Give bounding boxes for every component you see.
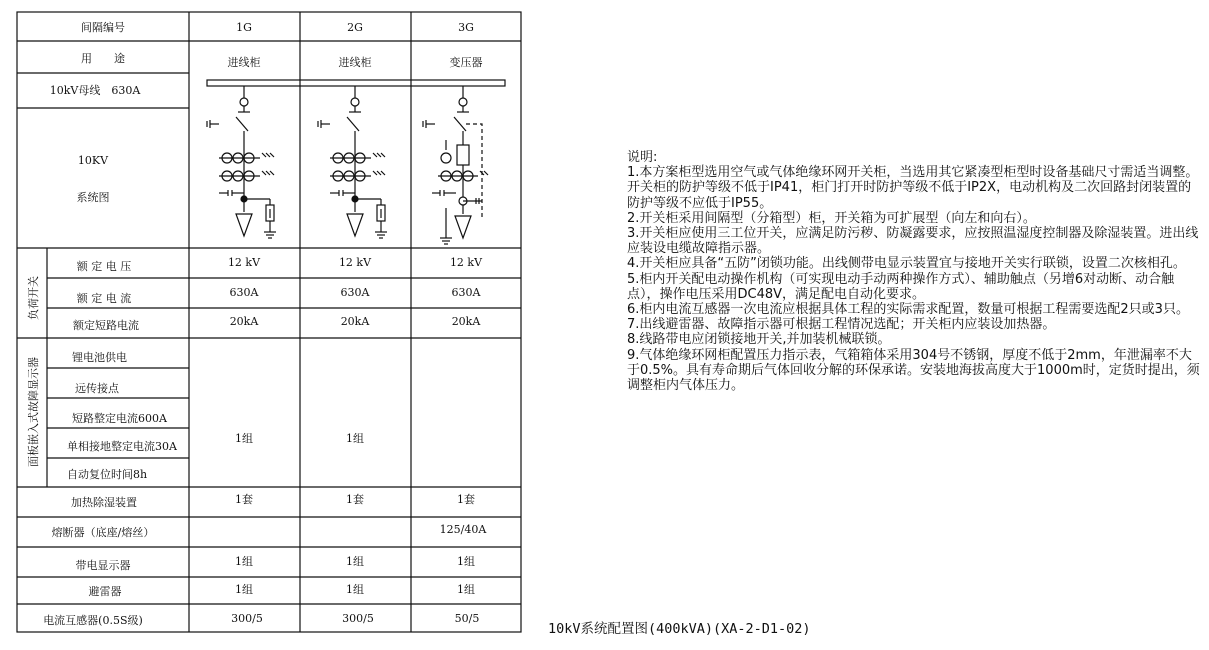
- heater-label: 加热除湿装置: [71, 496, 137, 509]
- single-line-diagram: [207, 80, 505, 244]
- note-item-1: 1.本方案柜型选用空气或气体绝缘环网开关柜，当选用其它紧凑型柜型时设备基础尺寸需适当调整。开关柜的防护等级不低于IP41，柜门打开时防护等级不低于IP2X，电动机构及二次回路封闭装置的防护等级不应低于IP55。: [627, 165, 1199, 211]
- feeder-2G: [318, 86, 387, 238]
- ct-2: 300/5: [342, 612, 374, 625]
- fault-row-2: 远传接点: [75, 382, 119, 395]
- header-col-3: 3G: [458, 21, 474, 34]
- fault-row-1: 锂电池供电: [72, 351, 127, 364]
- usage-col-1: 进线柜: [227, 56, 261, 69]
- drawing-caption: 10kV系统配置图(400kVA)(XA-2-D1-02): [548, 621, 811, 637]
- heater-1: 1套: [235, 493, 253, 506]
- note-item-9: 9.气体绝缘环网柜配置压力指示表，气箱箱体采用304号不锈钢，厚度不低于2mm，年泄漏率不大于0.5%。具有寿命期后气体回收分解的环保承诺。安装地海拔高度大于1000m时，定货时提出，须调整柜内气体压力。: [627, 347, 1200, 394]
- short-circuit-3: 20kA: [451, 315, 481, 328]
- heater-2: 1套: [346, 493, 364, 506]
- note-item-4: 4.开关柜应具备“五防”闭锁功能。出线侧带电显示装置宜与接地开关实行联锁，设置二次核相孔。: [627, 256, 1186, 272]
- short-circuit-label: 额定短路电流: [73, 319, 139, 332]
- fuse-3: 125/40A: [439, 523, 487, 536]
- system-label-line1: 10KV: [77, 154, 109, 167]
- fault-row-3: 短路整定电流600A: [72, 412, 167, 425]
- rated-current-label: 额 定 电 流: [76, 292, 132, 305]
- header-col-2: 2G: [347, 21, 363, 34]
- usage-col-3: 变压器: [449, 56, 483, 69]
- live-indicator-label: 带电显示器: [75, 559, 131, 572]
- notes: [627, 150, 1202, 393]
- header-label: 间隔编号: [81, 21, 125, 34]
- heater-3: 1套: [457, 493, 475, 506]
- usage-col-2: 进线柜: [338, 56, 372, 69]
- feeder-1G: [207, 86, 276, 238]
- arrester-1: 1组: [235, 583, 253, 596]
- live-indicator-2: 1组: [346, 555, 364, 568]
- system-label-line2: 系统图: [76, 191, 110, 204]
- busbar: [207, 80, 505, 86]
- busbar-label: 10kV母线 630A: [49, 84, 141, 97]
- ct-1: 300/5: [231, 612, 263, 625]
- usage-label: 用 途: [81, 52, 125, 65]
- live-indicator-1: 1组: [235, 555, 253, 568]
- arrester-3: 1组: [457, 583, 475, 596]
- feeder-3G: [423, 86, 488, 244]
- fault-col-2: 1组: [346, 432, 364, 445]
- fault-row-5: 自动复位时间8h: [67, 468, 148, 481]
- rated-current-3: 630A: [451, 286, 481, 299]
- rated-voltage-label: 额 定 电 压: [76, 260, 132, 273]
- header-col-1: 1G: [236, 21, 252, 34]
- rated-current-1: 630A: [229, 286, 259, 299]
- fault-indicator-group-label: 面板嵌入式故障显示器: [27, 357, 40, 467]
- note-item-6: 6.柜内电流互感器一次电流应根据具体工程的实际需求配置，数量可根据工程需要选配2只或3只。: [627, 302, 1189, 318]
- rated-voltage-2: 12 kV: [338, 256, 372, 269]
- notes-title: 说明:: [627, 150, 658, 165]
- configuration-table: [0, 0, 530, 650]
- note-item-5: 5.柜内开关配电动操作机构（可实现电动手动两种操作方式）、辅助触点（另增6对动断、动合触点），操作电压采用DC48V，满足配电自动化要求。: [627, 271, 1175, 302]
- arrester-label: 避雷器: [88, 585, 122, 598]
- ct-3: 50/5: [454, 612, 480, 625]
- fault-row-4: 单相接地整定电流30A: [67, 440, 177, 453]
- load-switch-group-label: 负荷开关: [27, 276, 40, 320]
- note-item-3: 3.开关柜应使用三工位开关，应满足防污秽、防凝露要求，应按照温湿度控制器及除湿装置。进出线应装设电缆故障指示器。: [627, 226, 1199, 257]
- note-item-2: 2.开关柜采用间隔型（分箱型）柜，开关箱为可扩展型（向左和向右）。: [627, 210, 1036, 226]
- short-circuit-2: 20kA: [340, 315, 370, 328]
- ct-label: 电流互感器(0.5S级): [43, 614, 143, 627]
- rated-voltage-1: 12 kV: [227, 256, 261, 269]
- fuse-label: 熔断器（底座/熔丝）: [51, 526, 155, 539]
- live-indicator-3: 1组: [457, 555, 475, 568]
- note-item-8: 8.线路带电应闭锁接地开关,并加装机械联锁。: [627, 332, 891, 348]
- rated-voltage-3: 12 kV: [449, 256, 483, 269]
- short-circuit-1: 20kA: [229, 315, 259, 328]
- note-item-7: 7.出线避雷器、故障指示器可根据工程情况选配；开关柜内应装设加热器。: [627, 317, 1056, 333]
- rated-current-2: 630A: [340, 286, 370, 299]
- fault-col-1: 1组: [235, 432, 253, 445]
- arrester-2: 1组: [346, 583, 364, 596]
